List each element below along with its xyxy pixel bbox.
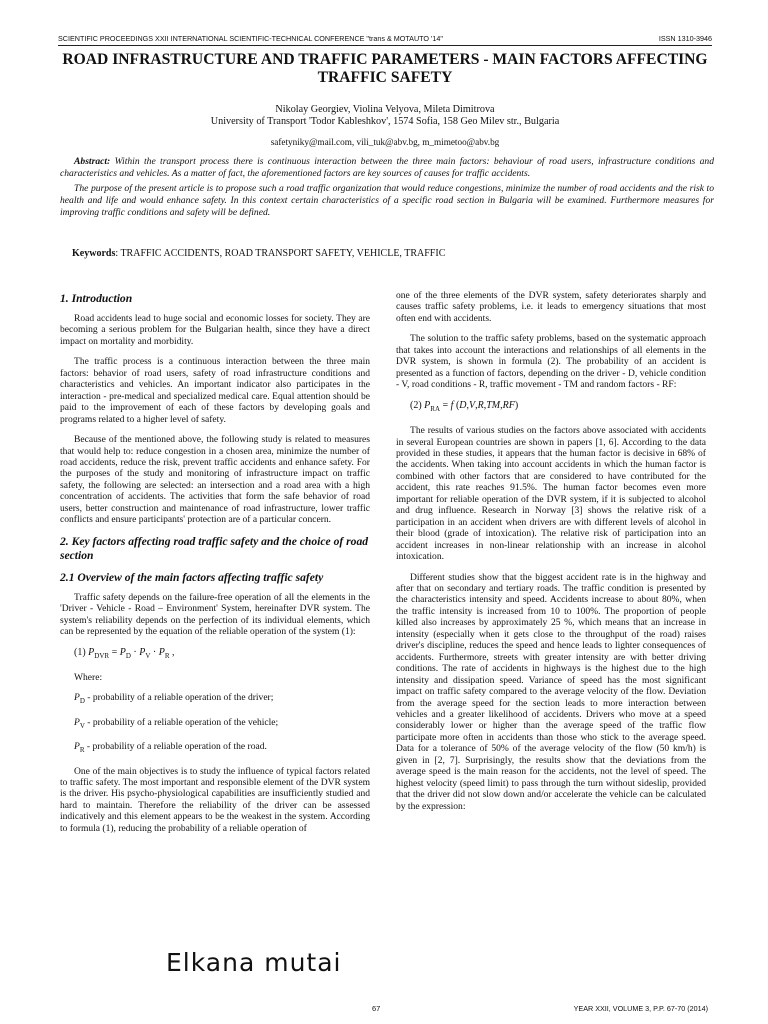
- abstract-paragraph-2: The purpose of the present article is to propose such a road traffic organization that would reduce congestions, minimize the number of road accidents and the risk to health and life and would enhance safety. In this context certain characteristics of a specific road section in Bulgaria will be examined. Furthermore measures for improving traffic conditions and safety will be defined.: [60, 183, 714, 218]
- equation-2: (2) $P_{RA} = f$ (D,V,R,TM,RF): [410, 399, 519, 413]
- paragraph: Traffic safety depends on the failure-free operation of all the elements in the 'Driver - Vehicle - Road – Environment' System, hereinafter DVR system. The system's reliability depends on the perfection of its individual elements, which can be represented by the equation of the reliable operation of the system (1):: [60, 591, 370, 638]
- paragraph: Road accidents lead to huge social and economic losses for society. They are becoming a serious problem for the Bulgarian health, since they have a direct impact on mortality and morbidity.: [60, 313, 370, 347]
- paragraph: One of the main objectives is to study the influence of typical factors related to traffic safety. The most important and responsible element of the DVR system is the driver. His psycho-physiological capabilities are insufficiently studied and hard to maintain. Therefore the reliability of the driver can be assessed indicatively and this element appears to be the weakest in the system. According to formula (1), reducing the probability of a reliable operation of: [60, 765, 370, 834]
- subsection-heading-overview: 2.1 Overview of the main factors affecting traffic safety: [60, 570, 324, 584]
- definition-text: - probability of a reliable operation of the road.: [86, 741, 267, 753]
- definition-pv: $P_V$ - probability of a reliable operation of the vehicle;: [74, 716, 279, 730]
- definition-pr: $P_R$ - probability of a reliable operation of the road.: [74, 741, 267, 755]
- keywords-text: : TRAFFIC ACCIDENTS, ROAD TRANSPORT SAFETY, VEHICLE, TRAFFIC: [115, 248, 446, 259]
- right-column: [396, 290, 706, 945]
- equation-number: (2): [410, 399, 422, 411]
- footer-volume-info: YEAR XXII, VOLUME 3, P.P. 67-70 (2014): [573, 1004, 708, 1013]
- paragraph: The solution to the traffic safety problems, based on the systematic approach that takes into account the interactions and relationships of all elements in the DVR system, is shown in formula (2). The probability of an accident is presented as a function of factors, depending on the driver - D, vehicle condition - V, road conditions - R, traffic movement - TM and random factors - RF:: [396, 333, 706, 391]
- paragraph: one of the three elements of the DVR system, safety deteriorates sharply and causes traffic safety problems, i.e. it leads to emergency situations that most often end with accidents.: [396, 290, 706, 324]
- running-head: [58, 34, 712, 46]
- page-number: 67: [372, 1004, 381, 1013]
- paragraph: The results of various studies on the factors above associated with accidents in several European countries are shown in papers [1, 6]. According to the data provided in these studies, it appears that the human factor is decisive in 68% of the accidents. When taking into account accidents in which the human factor is combined with other factors that are considered to have contributed for the accident, this rate reaches 91.5%. The human factor becomes even more important for reliable operation of the DVR system, if it is subjected to alcohol and drug influence. Research in Norway [3] shows the relative risk of a participation in an accident when drivers are with different levels of alcohol in their blood (grade of intoxication). The relative risk of participation into an accident increases in non-linear relationship with an increase in alcohol intoxication.: [396, 425, 706, 563]
- section-heading-introduction: 1. Introduction: [60, 292, 133, 305]
- keywords: [72, 248, 712, 259]
- left-column: [60, 290, 370, 945]
- author-block: [60, 104, 710, 128]
- equation-1: (1) $P_{DVR} = P_D \cdot P_V \cdot P_R$ ,: [74, 646, 175, 660]
- running-head-issn: ISSN 1310-3946: [658, 34, 712, 43]
- author-emails: safetyniky@mail.com, vili_tuk@abv.bg, m_mimetoo@abv.bg: [270, 137, 500, 147]
- author-names: Nikolay Georgiev, Violina Velyova, Mileta Dimitrova: [275, 104, 495, 115]
- affiliation: University of Transport 'Todor Kableshkov', 1574 Sofia, 158 Geo Milev str., Bulgaria: [210, 116, 560, 127]
- paper-title: ROAD INFRASTRUCTURE AND TRAFFIC PARAMETERS - MAIN FACTORS AFFECTING TRAFFIC SAFETY: [62, 51, 708, 86]
- section-heading-key-factors: 2. Key factors affecting road traffic safety and the choice of road section: [60, 534, 369, 562]
- definition-text: - probability of a reliable operation of the driver;: [84, 692, 274, 704]
- handwritten-signature: Elkana mutai: [166, 948, 342, 977]
- abstract-text-1: Within the transport process there is continuous interaction between the three main factors: behaviour of road users, infrastructure conditions and characteristics and vehicles. As a matter of fact, the aforementioned factors are key sources of causes for traffic accidents.: [60, 156, 714, 179]
- definition-text: - probability of a reliable operation of the vehicle;: [84, 716, 279, 728]
- paragraph: Because of the mentioned above, the following study is related to measures that would help to: reduce congestion in a chosen area, minimize the number of road accidents, reduce the risk, prevent traffic accidents and enhance safety. For the purposes of the study and monitoring of infrastructure impact on traffic safety, the following are selected: an intersection and a road area with a high concentration of accidents. The activities that form the safe behavior of road users, better construction and maintenance of road infrastructure, lower traffic conflicts and ensure participants' protection are of a particular concern.: [60, 434, 370, 526]
- abstract: [60, 156, 714, 223]
- running-head-conference: SCIENTIFIC PROCEEDINGS XXII INTERNATIONAL SCIENTIFIC-TECHNICAL CONFERENCE "trans & MOTAUTO '14": [58, 34, 443, 43]
- paragraph: The traffic process is a continuous interaction between the three main factors: behavior of road users, safety of road infrastructure conditions and characteristics and vehicles. An important indicator also participates in the interaction - pre-medical and specialized medical care. Equal attention should be paid to the improvement of each of these factors by developing goals and programs related to a higher level of safety.: [60, 356, 370, 425]
- where-label: Where:: [74, 671, 103, 683]
- paragraph: Different studies show that the biggest accident rate is in the highway and after that on secondary and tertiary roads. The traffic condition is presented by the characteristics intensity and speed. Accidents increase to about 80%, when the traffic intensity is increased from 10 to 100%. The proportion of people killed also increases by approximately 25 %, which means that an increase in intensity (especially when it gets close to the throughput of the road) raises driver's discipline, reduces the speed and hence leads to lighter consequences of accidents. Furthermore, streets with greater intensity are with better driving conditions. The rate of accidents in highways is the highest due to the high intensity and dissipation speed. Variance of speed has the most significant impact on traffic safety compared to the average velocity of the flow. Deviation from the average speed for the section leads to more interaction between vehicles and a greater likelihood of accidents. Drivers who move at a speed considerably lower or higher than the average speed of the traffic flow participate more often in accidents than those who stick to the average speed. Data for a tolerance of 50% of the average velocity of the flow (50 km/h) is given in [2, 7]. Surprisingly, the results show that the deviations from the average speed is the main reason for the accidents, not the level of speed. The highest velocity (speed limit) to pass through the turn without sideslip, provided that the driver did not slow down and/or accelerate the vehicle can be calculated by the expression:: [396, 571, 706, 812]
- abstract-label: Abstract:: [74, 156, 111, 167]
- definition-pd: $P_D$ - probability of a reliable operation of the driver;: [74, 692, 274, 706]
- keywords-label: Keywords: [72, 248, 116, 259]
- equation-number: (1): [74, 646, 86, 658]
- abstract-paragraph-1: [60, 156, 714, 179]
